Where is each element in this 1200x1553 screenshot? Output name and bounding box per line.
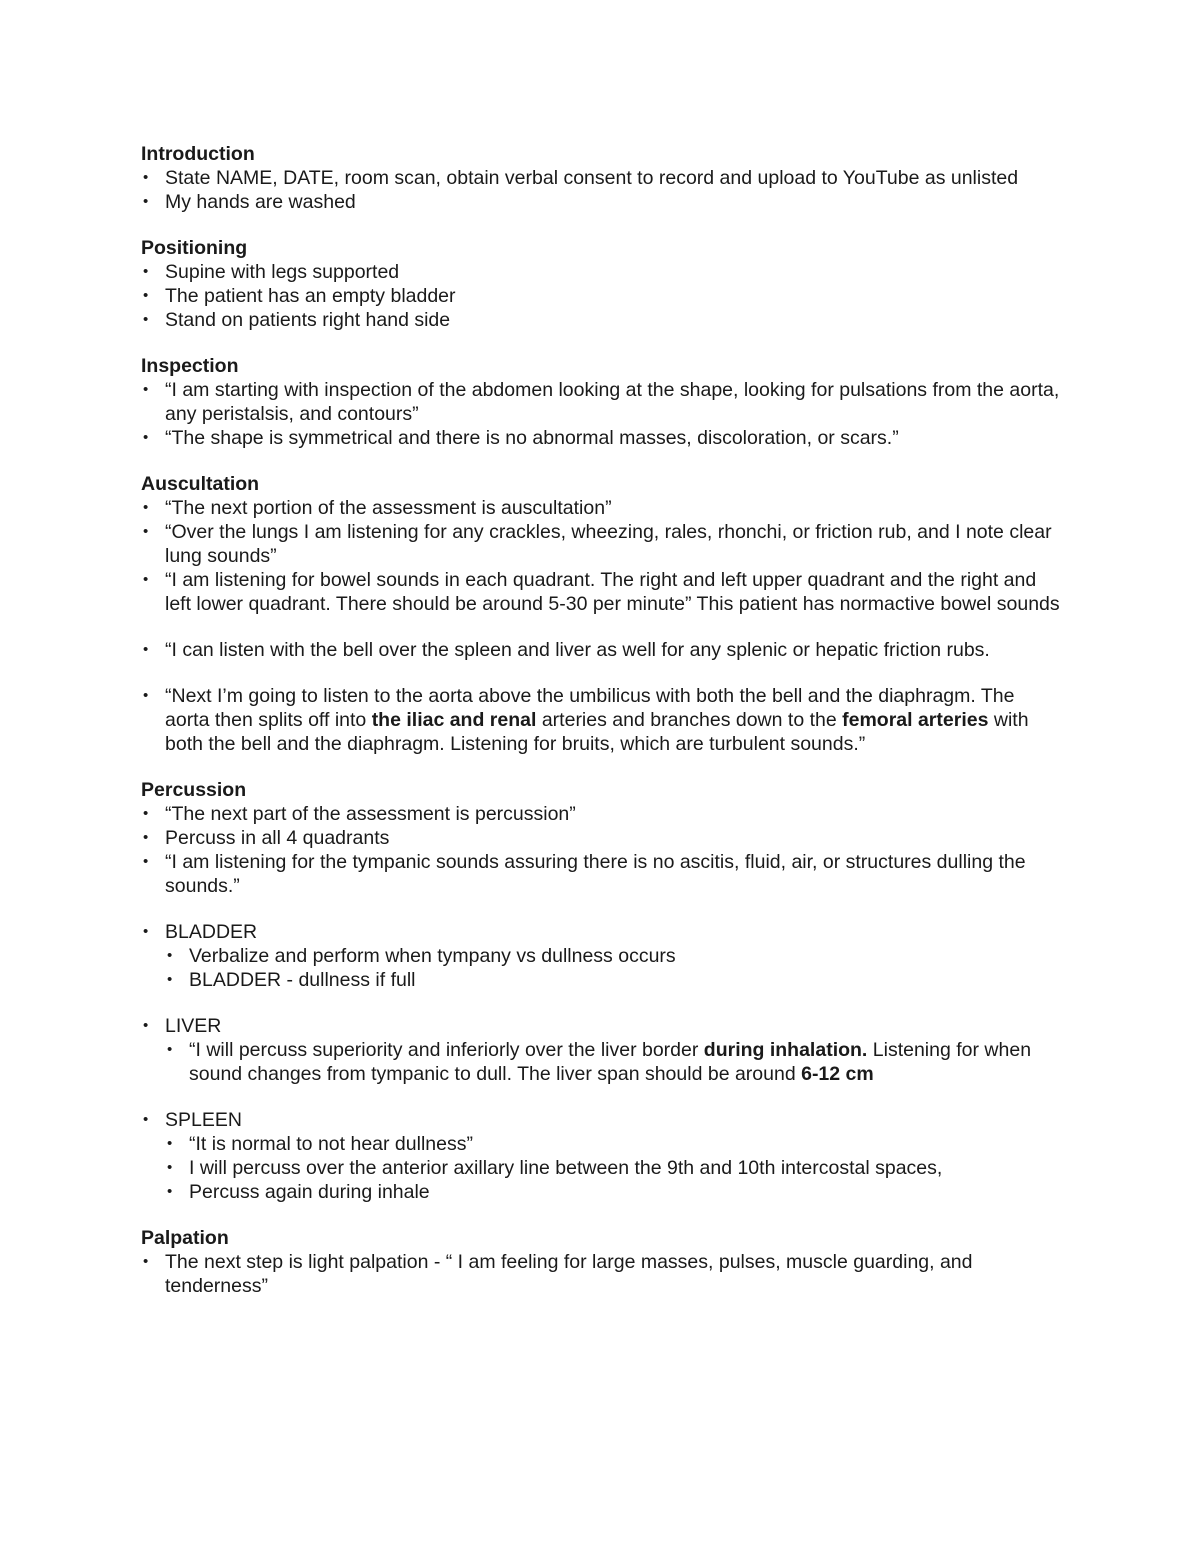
bullet-list: [141, 802, 1061, 1204]
bullet-list: [141, 1250, 1061, 1298]
list-item: • “I am starting with inspection of the abdomen looking at the shape, looking for pulsations from the aorta, any peristalsis, and contours”: [141, 378, 1061, 426]
list-item-liver: [141, 1014, 1061, 1086]
spleen-label: SPLEEN: [165, 1109, 242, 1131]
sub-list-item: • I will percuss over the anterior axillary line between the 9th and 10th intercostal spaces,: [165, 1156, 1061, 1180]
list-item: • Percuss in all 4 quadrants: [141, 826, 1061, 850]
list-item: • Supine with legs supported: [141, 260, 1061, 284]
list-item-aorta: [141, 684, 1061, 756]
bold-text: 6-12 cm: [801, 1063, 874, 1085]
list-item: • “Over the lungs I am listening for any crackles, wheezing, rales, rhonchi, or friction rub, and I note clear lung sounds”: [141, 520, 1061, 568]
sub-list-item: • “It is normal to not hear dullness”: [165, 1132, 1061, 1156]
list-item: • My hands are washed: [141, 190, 1061, 214]
list-item: • State NAME, DATE, room scan, obtain verbal consent to record and upload to YouTube as unlisted: [141, 166, 1061, 190]
sub-list-item: • Verbalize and perform when tympany vs dullness occurs: [165, 944, 1061, 968]
list-item: • “The shape is symmetrical and there is no abnormal masses, discoloration, or scars.”: [141, 426, 1061, 450]
section-heading: Introduction: [141, 143, 255, 165]
text-run: Listening for when sound changes from tympanic to dull. The liver span should be around: [189, 1039, 1032, 1085]
list-item: • “The next part of the assessment is percussion”: [141, 802, 1061, 826]
bold-text: femoral arteries: [842, 709, 989, 731]
liver-label: LIVER: [165, 1015, 222, 1037]
text-run: “I will percuss superiority and inferiorly over the liver border: [189, 1039, 704, 1061]
document-page: [141, 142, 1061, 1320]
bullet-list: [141, 166, 1061, 214]
section-percussion: [141, 778, 1061, 1204]
list-item: • The patient has an empty bladder: [141, 284, 1061, 308]
text-run: arteries and branches down to the: [536, 709, 843, 731]
section-heading: Auscultation: [141, 473, 260, 495]
list-item: • The next step is light palpation - “ I am feeling for large masses, pulses, muscle guarding, and tenderness”: [141, 1250, 1061, 1298]
bold-text: during inhalation.: [703, 1039, 868, 1061]
section-heading: Palpation: [141, 1227, 229, 1249]
section-introduction: [141, 142, 1061, 214]
section-palpation: [141, 1226, 1061, 1298]
section-auscultation: [141, 472, 1061, 756]
sub-list-item: • BLADDER - dullness if full: [165, 968, 1061, 992]
bladder-label: BLADDER: [165, 921, 258, 943]
bullet-list: [141, 496, 1061, 756]
sub-bullet-list: [165, 1038, 1061, 1086]
bullet-list: [141, 378, 1061, 450]
section-positioning: [141, 236, 1061, 332]
bold-text: the iliac and renal: [371, 709, 537, 731]
list-item: • “I am listening for bowel sounds in each quadrant. The right and left upper quadrant and the right and left lower quadrant. There should be around 5-30 per minute” This patient has normactive bowel sounds: [141, 568, 1061, 616]
section-heading: Inspection: [141, 355, 239, 377]
section-inspection: [141, 354, 1061, 450]
list-item: • “I can listen with the bell over the spleen and liver as well for any splenic or hepatic friction rubs.: [141, 638, 1061, 662]
text-run: with both the bell and the diaphragm. Listening for bruits, which are turbulent sounds.”: [165, 709, 1029, 755]
bullet-list: [141, 260, 1061, 332]
list-item: • “I am listening for the tympanic sounds assuring there is no ascitis, fluid, air, or structures dulling the sounds.”: [141, 850, 1061, 898]
list-item-spleen: [141, 1108, 1061, 1204]
list-item-bladder: [141, 920, 1061, 992]
sub-bullet-list: [165, 1132, 1061, 1204]
text-run: “Next I’m going to listen to the aorta above the umbilicus with both the bell and the diaphragm. The aorta then splits off into: [165, 685, 1015, 731]
sub-bullet-list: [165, 944, 1061, 992]
section-heading: Positioning: [141, 237, 248, 259]
section-heading: Percussion: [141, 779, 247, 801]
list-item: • “The next portion of the assessment is auscultation”: [141, 496, 1061, 520]
sub-list-item: • Percuss again during inhale: [165, 1180, 1061, 1204]
sub-list-item: [165, 1038, 1061, 1086]
list-item: • Stand on patients right hand side: [141, 308, 1061, 332]
